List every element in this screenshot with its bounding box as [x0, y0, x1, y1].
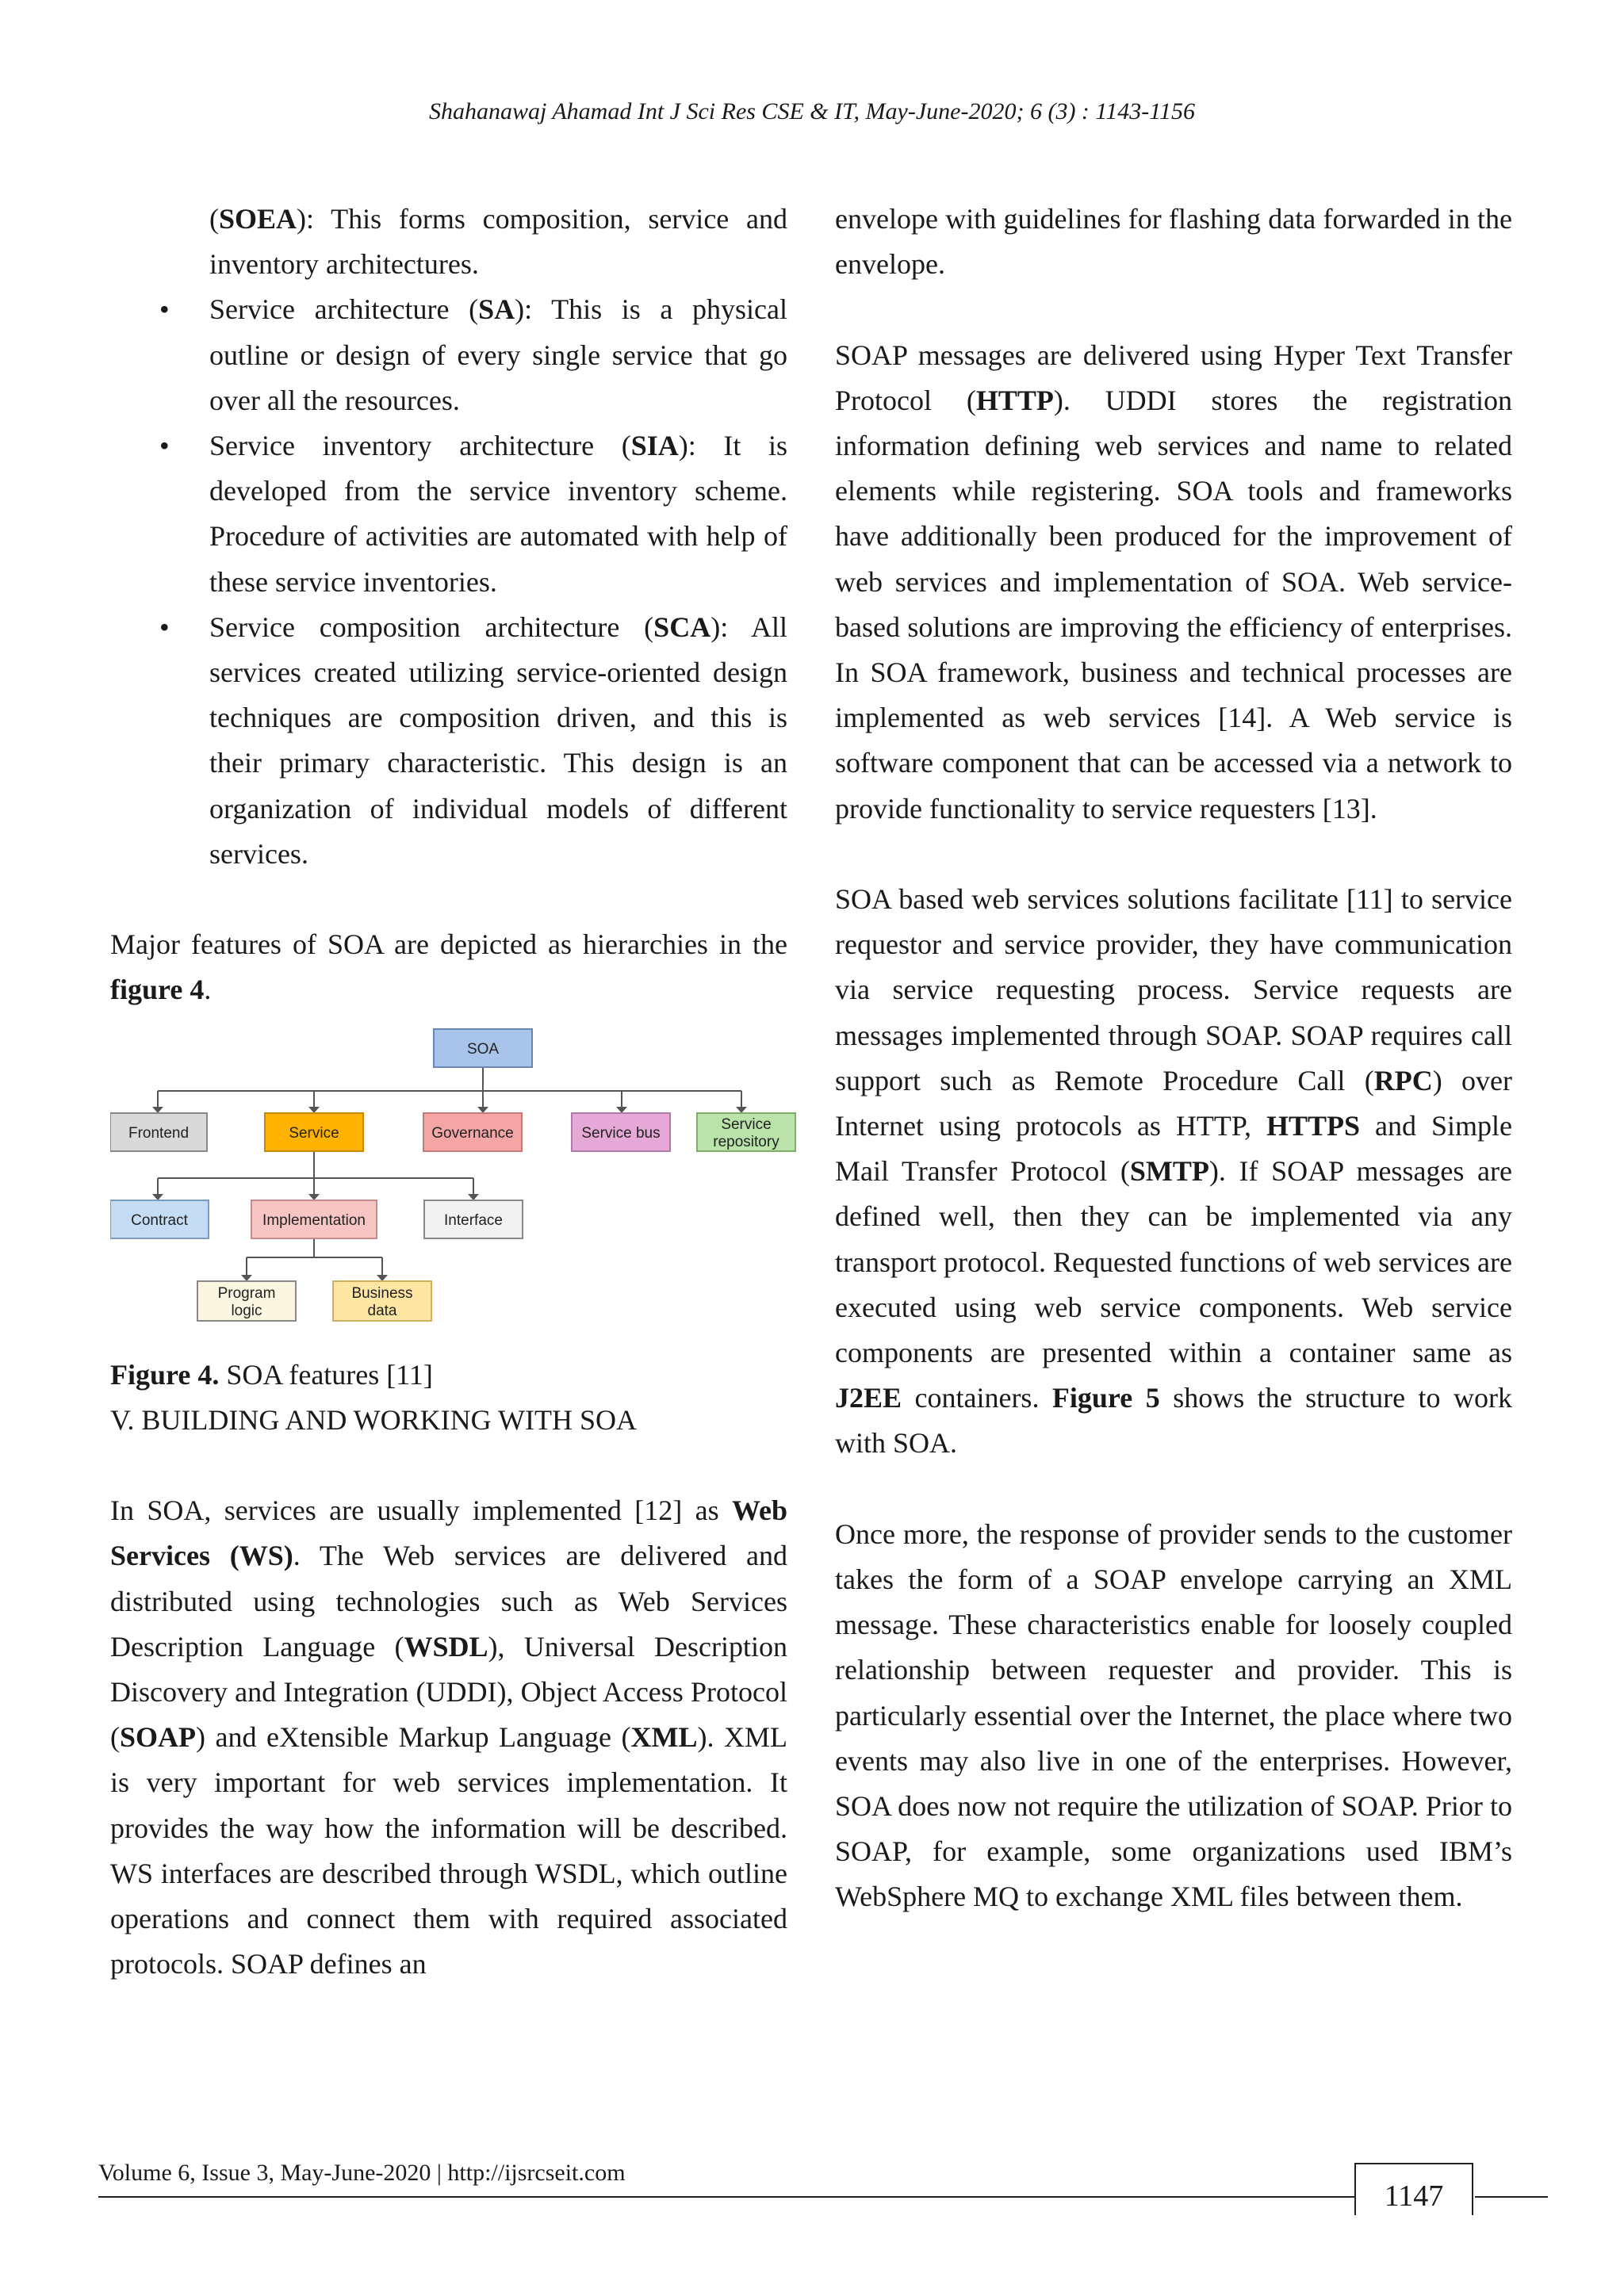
footer-rule-right [1475, 2196, 1548, 2198]
page-number: 1147 [1354, 2163, 1473, 2215]
right-column [835, 197, 1512, 1920]
soea-abbr: SOEA [219, 203, 297, 235]
node-implementation-label: Implementation [262, 1211, 366, 1229]
node-frontend [110, 1113, 207, 1151]
caption-label: Figure 4. [110, 1358, 220, 1391]
para-text: ). XML is very important for web services implementation. It provides the way how the information will be described. WS interfaces are described through WSDL, which outline operations and connect them with required associated protocols. SOAP defines an [110, 1721, 787, 1980]
node-governance [423, 1113, 522, 1151]
spacer [835, 1467, 1512, 1512]
figure-5-reference-link[interactable]: Figure 5 [1051, 1382, 1160, 1414]
soa-solutions-paragraph [835, 877, 1512, 1467]
node-service-bus-label: Service bus [581, 1124, 661, 1142]
para-bold: Web Services (WS) [110, 1494, 787, 1572]
para-text: and Simple Mail Transfer Protocol ( [835, 1110, 1512, 1188]
node-service-label: Service [289, 1124, 339, 1142]
bullet-text: ): All services created utilizing service-oriented design techniques are composition driven, and this is their primary characteristic. This design is an organization of individual models of different services. [209, 610, 787, 870]
para-text: ) and eXtensible Markup Language ( [196, 1721, 631, 1754]
para-text: SOA based web services solutions facilitate [11] to service requestor and service provider, they have communication via service requesting process. Service requests are messages implemented through SOAP. SOAP requires call support such as Remote Procedure Call ( [835, 883, 1512, 1096]
bullet-icon: • [159, 610, 170, 643]
bullet-text: ): It is developed from the service inventory scheme. Procedure of activities are automated with help of these service inventories. [209, 430, 788, 598]
spacer [110, 1443, 787, 1488]
node-contract-label: Contract [131, 1211, 188, 1229]
figure-reference-link[interactable]: figure 4 [110, 974, 205, 1006]
bullet-abbr: SIA [630, 430, 679, 462]
caption-text: SOA features [11] [219, 1358, 433, 1391]
bullet-text: Service composition architecture ( [209, 610, 654, 643]
left-column [110, 197, 787, 1987]
node-program-logic [197, 1281, 296, 1321]
para-text: containers. [902, 1382, 1052, 1414]
bullet-sca [110, 605, 787, 877]
para-text: . The Web services are delivered and distributed using technologies such as Web Services Description Language ( [110, 1540, 787, 1663]
figure-4-diagram [110, 1027, 799, 1353]
bullet-icon: • [159, 293, 170, 326]
para-text: ). If SOAP messages are defined well, then they can be implemented via any transport protocol. Requested functions of web services are executed using web service components. Web service components are presented within a container same as [835, 1155, 1512, 1369]
node-program-logic-label-1: Program [217, 1284, 276, 1302]
node-service-repository-label-2: repository [713, 1133, 779, 1150]
node-soa [434, 1029, 532, 1067]
running-header: Shahanawaj Ahamad Int J Sci Res CSE & IT, May-June-2020; 6 (3) : 1143-1156 [429, 98, 1195, 124]
soea-paragraph: (SOEA): This forms composition, service and inventory architectures. [209, 203, 787, 281]
footer-volume-info: Volume 6, Issue 3, May-June-2020 | http://ijsrcseit.com [98, 2160, 626, 2186]
node-service [265, 1113, 363, 1151]
para-text: ) over Internet using protocols as HTTP, [835, 1064, 1512, 1142]
bullet-sa [110, 287, 787, 423]
para-bold: RPC [1373, 1064, 1433, 1096]
web-services-paragraph [110, 1488, 787, 1987]
para-text: SOAP messages are delivered using Hyper Text Transfer Protocol ( [835, 339, 1512, 416]
bullet-abbr: SA [478, 293, 515, 326]
bullet-text: Service architecture ( [209, 293, 479, 326]
section-heading: V. BUILDING AND WORKING WITH SOA [110, 1403, 637, 1436]
para-bold: SMTP [1129, 1155, 1209, 1188]
bullet-icon: • [159, 430, 170, 462]
bullet-abbr: SCA [653, 610, 711, 643]
para-text: In SOA, services are usually implemented [12] as [110, 1494, 732, 1527]
spacer [835, 287, 1512, 332]
soa-hierarchy-svg [110, 1027, 799, 1353]
figure-caption [110, 1353, 787, 1398]
response-paragraph: Once more, the response of provider sends to the customer takes the form of a SOAP envelope carrying an XML message. These characteristics enable for loosely coupled relationship between requester and provider. This is particularly essential over the Internet, the place where two events may also live in one of the enterprises. However, SOA does now not require the utilization of SOAP. Prior to SOAP, for example, some organizations used IBM’s WebSphere MQ to exchange XML files between them. [835, 1517, 1512, 1913]
para-bold: HTTPS [1266, 1110, 1360, 1142]
para-bold: J2EE [835, 1382, 902, 1414]
features-end: . [204, 974, 212, 1006]
node-frontend-label: Frontend [128, 1124, 190, 1142]
node-interface-label: Interface [444, 1211, 503, 1229]
para-text: shows the structure to work with SOA. [835, 1382, 1513, 1460]
features-paragraph [110, 922, 787, 1012]
node-business-data-label-1: Business [351, 1284, 413, 1302]
connector-lines [158, 1067, 741, 1280]
node-contract [110, 1200, 209, 1238]
node-implementation [251, 1200, 377, 1238]
features-text: Major features of SOA are depicted as hierarchies in the [110, 928, 787, 961]
para-bold: WSDL [404, 1630, 488, 1663]
para-bold: SOAP [120, 1721, 197, 1754]
para-bold: XML [630, 1721, 698, 1754]
para-text: ), Universal Description Discovery and Integration (UDDI), Object Access Protocol ( [110, 1630, 787, 1754]
node-soa-label: SOA [466, 1040, 500, 1058]
node-service-repository [697, 1113, 795, 1151]
node-service-repository-label-1: Service [721, 1115, 772, 1133]
bullet-text: ): This is a physical outline or design of every single service that go over all the resources. [209, 293, 787, 416]
bullet-sia [110, 423, 787, 605]
bullet-text: Service inventory architecture ( [209, 430, 631, 462]
soap-http-paragraph [835, 333, 1512, 832]
spacer [110, 877, 787, 922]
node-business-data [333, 1281, 431, 1321]
soea-text: ): This forms composition, service and inventory architectures. [209, 203, 787, 281]
envelope-paragraph: envelope with guidelines for flashing data forwarded in the envelope. [835, 203, 1512, 281]
spacer [835, 832, 1512, 877]
node-business-data-label-2: data [367, 1302, 397, 1319]
para-text: ). UDDI stores the registration information defining web services and name to related elements while registering. SOA tools and frameworks have additionally been produced for the improvement of web services and implementation of SOA. Web service-based solutions are improving the efficiency of enterprises. In SOA framework, business and technical processes are implemented as web services [14]. A Web service is software component that can be accessed via a network to provide functionality to service requesters [13]. [835, 384, 1513, 825]
node-governance-label: Governance [431, 1124, 514, 1142]
node-interface [424, 1200, 523, 1238]
para-bold: HTTP [975, 384, 1054, 416]
node-program-logic-label-2: logic [231, 1302, 262, 1319]
node-service-bus [572, 1113, 670, 1151]
footer-rule [98, 2196, 1354, 2198]
